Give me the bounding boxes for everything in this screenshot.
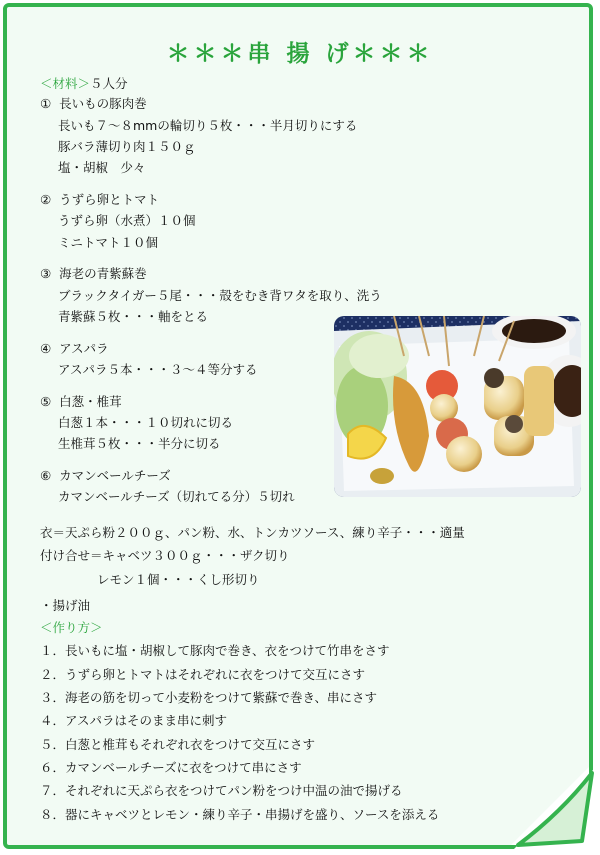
section-2-line-1: うずら卵（水煮）１０個 (58, 213, 196, 228)
step-6: ６．カマンベールチーズに衣をつけて串にさす (40, 760, 302, 775)
section-2-heading (40, 192, 159, 208)
section-6-number: ⑥ (40, 468, 52, 483)
section-3-number: ③ (40, 266, 52, 281)
step-8: ８．器にキャベツとレモン・練り辛子・串揚げを盛り、ソースを添える (40, 807, 440, 822)
section-6-heading (40, 468, 171, 484)
garnish-line-2: レモン１個・・・くし形切り (97, 572, 260, 587)
section-4-line-1: アスパラ５本・・・３～４等分する (58, 362, 258, 377)
garnish-line-1: 付け合せ＝キャベツ３００ｇ・・・ザク切り (40, 548, 290, 563)
step-4: ４．アスパラはそのまま串に刺す (40, 713, 228, 728)
section-1-line-3: 塩・胡椒 少々 (58, 160, 146, 175)
section-3-name: 海老の青紫蘇巻 (59, 266, 147, 281)
section-3-line-1: ブラックタイガー５尾・・・殻をむき背ワタを取り、洗う (58, 288, 382, 303)
section-5-heading (40, 394, 122, 410)
section-1-line-1: 長いも７～８mmの輪切り５枚・・・半月切りにする (58, 118, 358, 133)
frying-oil: ・揚げ油 (40, 598, 91, 613)
step-7: ７．それぞれに天ぷら衣をつけてパン粉をつけ中温の油で揚げる (40, 783, 403, 798)
section-5-line-2: 生椎茸５枚・・・半分に切る (58, 436, 221, 451)
section-5-number: ⑤ (40, 394, 52, 409)
section-1-name: 長いもの豚肉巻 (59, 96, 147, 111)
servings: ５人分 (90, 76, 128, 91)
section-4-heading (40, 341, 109, 357)
step-1: １．長いもに塩・胡椒して豚肉で巻き、衣をつけて竹串をさす (40, 643, 390, 658)
section-2-line-2: ミニトマト１０個 (58, 235, 159, 250)
section-5-line-1: 白葱１本・・・１０切れに切る (58, 415, 234, 430)
batter-line: 衣＝天ぷら粉２００ｇ、パン粉、水、トンカツソース、練り辛子・・・適量 (40, 525, 465, 540)
section-5-name: 白葱・椎茸 (59, 394, 122, 409)
kushiage-photo (334, 316, 581, 497)
section-2-number: ② (40, 192, 52, 207)
step-3: ３．海老の筋を切って小麦粉をつけて紫蘇で巻き、串にさす (40, 690, 378, 705)
section-4-number: ④ (40, 341, 52, 356)
section-1-heading (40, 96, 147, 112)
section-6-name: カマンベールチーズ (59, 468, 171, 483)
section-3-line-2: 青紫蘇５枚・・・軸をとる (58, 309, 209, 324)
section-4-name: アスパラ (59, 341, 109, 356)
page-title: ＊＊＊串 揚 げ＊＊＊ (166, 41, 434, 67)
ingredients-header-row (40, 76, 128, 92)
section-3-heading (40, 266, 147, 282)
section-1-number: ① (40, 96, 52, 111)
steps-header: ＜作り方＞ (40, 620, 103, 635)
step-5: ５．白葱と椎茸もそれぞれ衣をつけて交互にさす (40, 737, 316, 752)
page-curl-corner (512, 767, 596, 851)
section-6-line-1: カマンベールチーズ（切れてる分）５切れ (58, 489, 295, 504)
step-2: ２．うずら卵とトマトはそれぞれに衣をつけて交互にさす (40, 667, 366, 682)
section-2-name: うずら卵とトマト (59, 192, 160, 207)
ingredients-header: ＜材料＞ (40, 76, 91, 91)
section-1-line-2: 豚バラ薄切り肉１５０ｇ (58, 139, 196, 154)
